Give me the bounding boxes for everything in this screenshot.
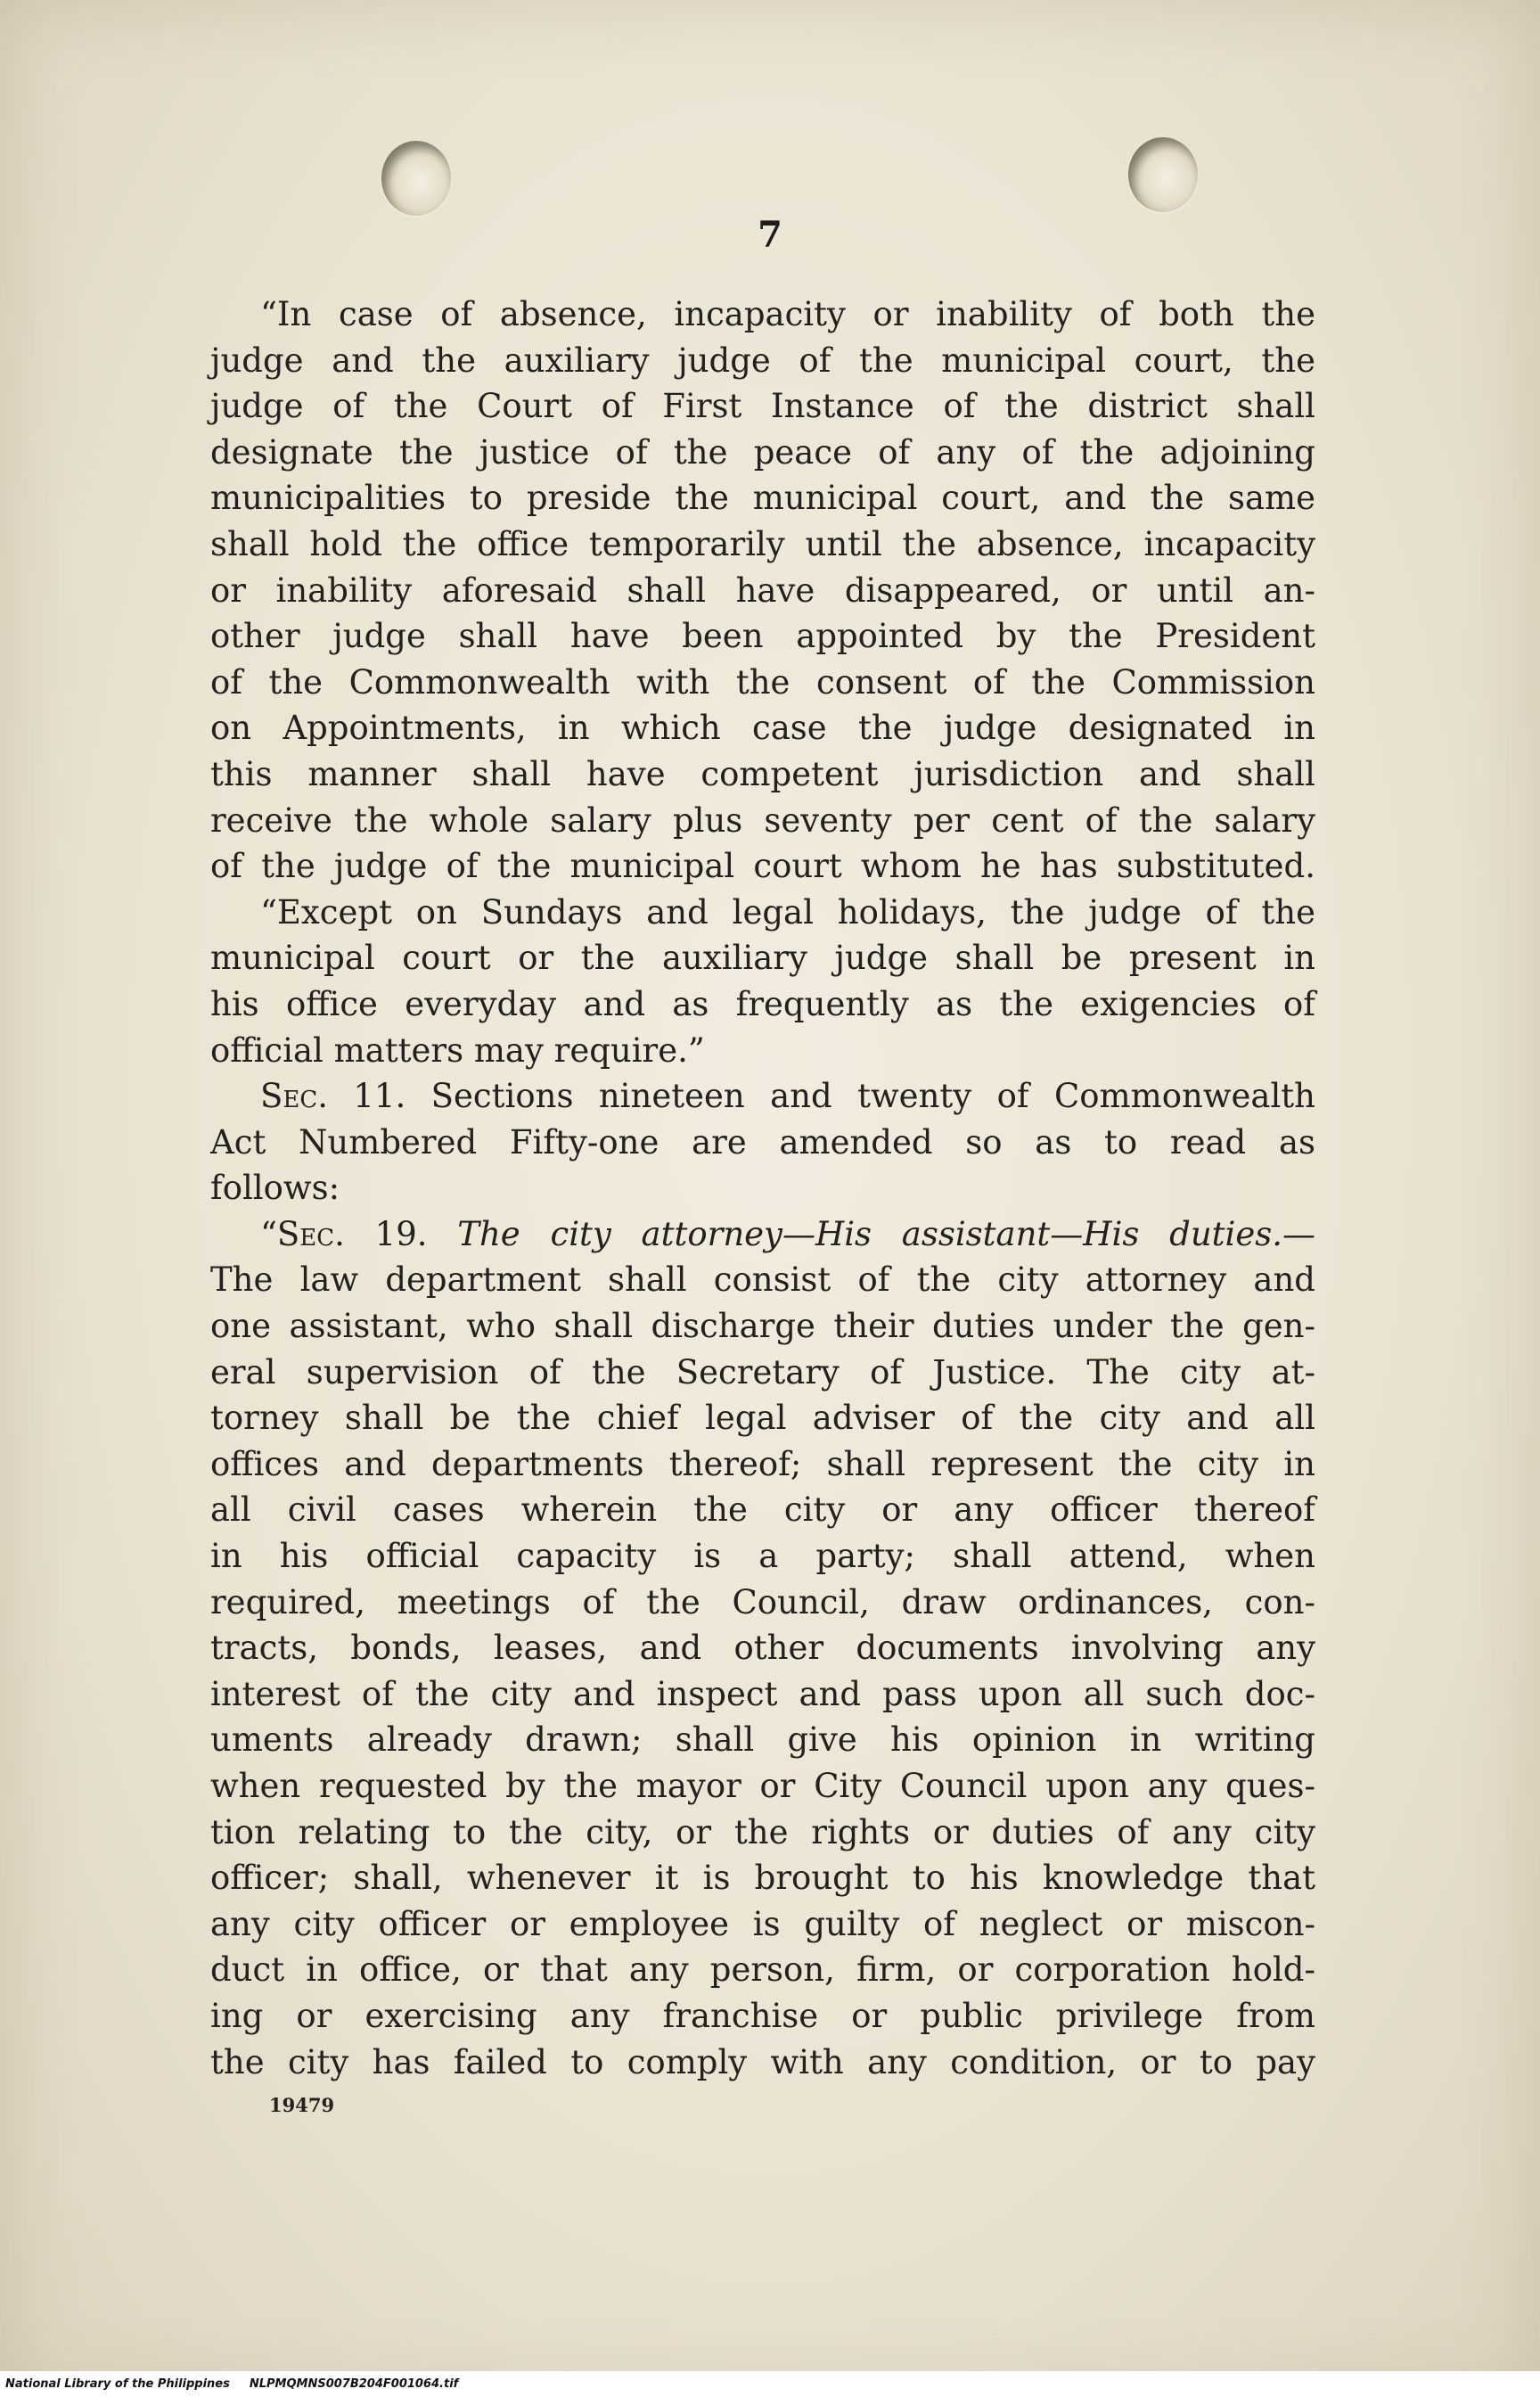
text-line: follows:	[210, 1169, 340, 1208]
text-line: “In case of absence, incapacity or inability of both the	[260, 295, 1315, 333]
text-line: on Appointments, in which case the judge designated in	[210, 709, 1315, 748]
text-line: the city has failed to comply with any condition, or to pay	[210, 2042, 1315, 2081]
section-19-heading	[210, 1211, 1315, 1258]
section-19-label: “Sec. 19.	[260, 1214, 428, 1253]
printer-code: 19479	[269, 2094, 335, 2116]
scan-file-id: NLPMQMNS007B204F001064.tif	[249, 2377, 459, 2391]
section-11-label: Sec. 11.	[260, 1077, 406, 1116]
text-line: municipal court or the auxiliary judge shall be present in	[210, 939, 1315, 978]
text-line: his office everyday and as frequently as the exigencies of	[210, 984, 1315, 1023]
punch-hole-right	[1128, 137, 1198, 212]
page-number: 7	[758, 214, 782, 256]
section-11-line	[210, 1073, 1315, 1120]
text-line: eral supervision of the Secretary of Justice. The city at-	[210, 1352, 1315, 1391]
text-line: ing or exercising any franchise or public privilege from	[210, 1996, 1315, 2035]
text-line: receive the whole salary plus seventy per cent of the salary	[210, 800, 1315, 840]
text-line: or inability aforesaid shall have disappeared, or until an-	[210, 571, 1315, 610]
library-credit: National Library of the Philippines	[5, 2377, 230, 2391]
text-line: this manner shall have competent jurisdiction and shall	[210, 754, 1315, 793]
scan-footer-strip	[0, 2371, 1540, 2397]
text-line: any city officer or employee is guilty of neglect or miscon-	[210, 1904, 1315, 1943]
text-line: duct in office, or that any person, firm, or corporation hold-	[210, 1950, 1315, 1990]
text-line: when requested by the mayor or City Council upon any ques-	[210, 1767, 1315, 1805]
text-line: “Except on Sundays and legal holidays, the judge of the	[260, 892, 1315, 932]
text-line: of the judge of the municipal court whom he has substituted.	[210, 847, 1315, 886]
punch-hole-left	[381, 141, 451, 216]
text-line: judge of the Court of First Instance of the district shall	[210, 387, 1315, 426]
section-11-text: Sections nineteen and twenty of Commonwealth	[430, 1077, 1315, 1116]
text-line: other judge shall have been appointed by the President	[210, 617, 1315, 656]
text-line: judge and the auxiliary judge of the municipal court, the	[210, 341, 1315, 380]
text-line: all civil cases wherein the city or any officer thereof	[210, 1490, 1315, 1530]
text-line: officer; shall, whenever it is brought to his knowledge that	[210, 1859, 1315, 1898]
text-line: official matters may require.”	[210, 1030, 705, 1070]
text-line: one assistant, who shall discharge their duties under the gen-	[210, 1307, 1315, 1346]
text-line: The law department shall consist of the city attorney and	[210, 1260, 1315, 1300]
text-line: of the Commonwealth with the consent of the Commission	[210, 662, 1315, 702]
body-text	[210, 291, 1315, 2085]
text-line: designate the justice of the peace of any of the adjoining	[210, 432, 1315, 472]
text-line: municipalities to preside the municipal court, and the same	[210, 479, 1315, 518]
text-line: tion relating to the city, or the rights or duties of any city	[210, 1812, 1315, 1851]
section-19-title: The city attorney—His assistant—His duties.—	[457, 1214, 1316, 1253]
text-line: interest of the city and inspect and pass upon all such doc-	[210, 1674, 1315, 1713]
text-line: offices and departments thereof; shall represent the city in	[210, 1444, 1315, 1483]
text-line: Act Numbered Fifty-one are amended so as to read as	[210, 1122, 1315, 1162]
text-line: in his official capacity is a party; shall attend, when	[210, 1537, 1315, 1576]
text-line: shall hold the office temporarily until the absence, incapacity	[210, 524, 1315, 563]
text-line: tracts, bonds, leases, and other documents involving any	[210, 1629, 1315, 1668]
text-line: required, meetings of the Council, draw ordinances, con-	[210, 1582, 1315, 1621]
text-line: torney shall be the chief legal adviser of the city and all	[210, 1399, 1315, 1438]
text-line: uments already drawn; shall give his opinion in writing	[210, 1720, 1315, 1760]
